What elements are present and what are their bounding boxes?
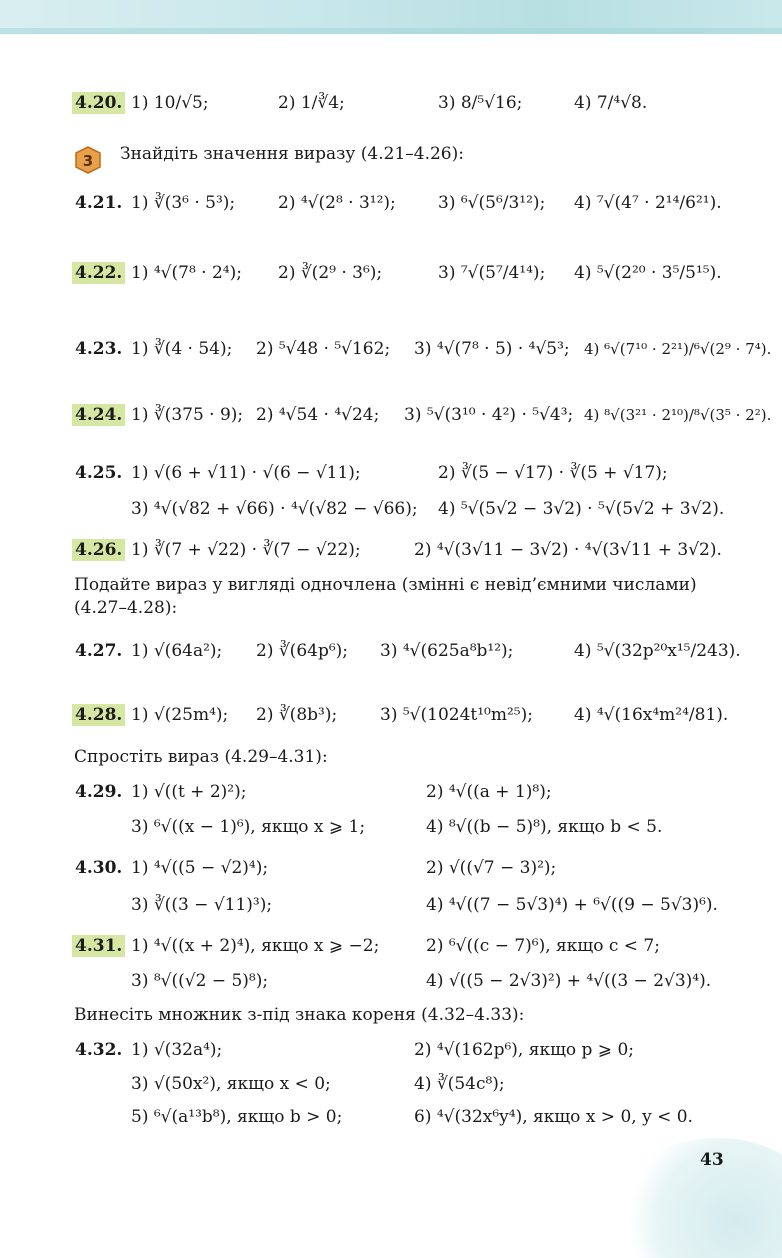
item: 2) ∛(2⁹ · 3⁶);: [278, 263, 383, 283]
exercise-number: 4.23.: [75, 339, 123, 359]
item: 1) √(64a²);: [131, 641, 223, 661]
item: 3) √(50x²), якщо x < 0;: [131, 1074, 331, 1094]
item: 2) ⁴√54 · ⁴√24;: [256, 405, 380, 425]
item: 2) 1/∛4;: [278, 93, 345, 113]
exercise-number: 4.26.: [72, 539, 125, 561]
item: 2) ⁴√((a + 1)⁸);: [426, 782, 552, 802]
section-heading: Знайдіть значення виразу (4.21–4.26):: [120, 144, 464, 164]
item: 2) ⁴√(162p⁶), якщо p ⩾ 0;: [414, 1040, 634, 1060]
item: 1) 10/√5;: [131, 93, 209, 113]
item: 1) √(6 + √11) · √(6 − √11);: [131, 463, 361, 483]
exercise-number: 4.20.: [72, 92, 125, 114]
top-decorative-band: [0, 0, 782, 34]
instruction-4-29: Спростіть вираз (4.29–4.31):: [74, 747, 328, 767]
item: 3) ⁴√(625a⁸b¹²);: [380, 641, 514, 661]
item: 3) ⁷√(5⁷/4¹⁴);: [438, 263, 546, 283]
item: 4) √((5 − 2√3)²) + ⁴√((3 − 2√3)⁴).: [426, 971, 712, 991]
item: 4) ⁷√(4⁷ · 2¹⁴/6²¹).: [574, 193, 722, 213]
item: 1) ∛(3⁶ · 5³);: [131, 193, 236, 213]
item: 3) ⁴√(√82 + √66) · ⁴√(√82 − √66);: [131, 499, 418, 519]
item: 3) ⁴√(7⁸ · 5) · ⁴√5³;: [414, 339, 570, 359]
item: 4) ⁸√(3²¹ · 2¹⁰)/⁸√(3⁵ · 2²).: [584, 406, 772, 424]
exercise-number: 4.24.: [72, 404, 125, 426]
item: 4) ⁵√(2²⁰ · 3⁵/5¹⁵).: [574, 263, 722, 283]
item: 6) ⁴√(32x⁶y⁴), якщо x > 0, y < 0.: [414, 1107, 693, 1127]
badge-number: 3: [82, 152, 94, 170]
item: 5) ⁶√(a¹³b⁸), якщо b > 0;: [131, 1107, 343, 1127]
item: 4) ⁵√(32p²⁰x¹⁵/243).: [574, 641, 741, 661]
level-3-badge-icon: [74, 146, 102, 174]
item: 4) ⁴√(16x⁴m²⁴/81).: [574, 705, 729, 725]
item: 3) ∛((3 − √11)³);: [131, 895, 273, 915]
item: 2) √((√7 − 3)²);: [426, 858, 557, 878]
item: 4) ⁸√((b − 5)⁸), якщо b < 5.: [426, 817, 663, 837]
item: 1) √(25m⁴);: [131, 705, 229, 725]
instruction-4-32: Винесіть множник з-під знака кореня (4.32–4.33):: [74, 1005, 525, 1025]
item: 3) ⁵√(3¹⁰ · 4²) · ⁵√4³;: [404, 405, 574, 425]
item: 1) ∛(7 + √22) · ∛(7 − √22);: [131, 540, 361, 560]
item: 3) ⁸√((√2 − 5)⁸);: [131, 971, 269, 991]
exercise-number: 4.30.: [75, 858, 123, 878]
item: 1) ∛(4 · 54);: [131, 339, 233, 359]
item: 2) ⁴√(3√11 − 3√2) · ⁴√(3√11 + 3√2).: [414, 540, 722, 560]
item: 1) ⁴√(7⁸ · 2⁴);: [131, 263, 242, 283]
item: 3) ⁶√((x − 1)⁶), якщо x ⩾ 1;: [131, 817, 366, 837]
item: 1) ⁴√((x + 2)⁴), якщо x ⩾ −2;: [131, 936, 380, 956]
item: 3) 8/⁵√16;: [438, 93, 523, 113]
exercise-number: 4.28.: [72, 704, 125, 726]
item: 4) ⁶√(7¹⁰ · 2²¹)/⁶√(2⁹ · 7⁴).: [584, 340, 772, 358]
exercise-number: 4.22.: [72, 262, 125, 284]
exercise-number: 4.27.: [75, 641, 123, 661]
item: 3) ⁵√(1024t¹⁰m²⁵);: [380, 705, 533, 725]
item: 3) ⁶√(5⁶/3¹²);: [438, 193, 546, 213]
exercise-number: 4.21.: [75, 193, 123, 213]
exercise-number: 4.32.: [75, 1040, 123, 1060]
item: 4) ∛(54c⁸);: [414, 1074, 505, 1094]
item: 4) ⁴√((7 − 5√3)⁴) + ⁶√((9 − 5√3)⁶).: [426, 895, 718, 915]
exercise-number: 4.25.: [75, 463, 123, 483]
item: 4) 7/⁴√8.: [574, 93, 648, 113]
exercise-number: 4.31.: [72, 935, 125, 957]
item: 1) ⁴√((5 − √2)⁴);: [131, 858, 269, 878]
page-number: 43: [700, 1150, 724, 1170]
item: 2) ∛(8b³);: [256, 705, 338, 725]
exercise-number: 4.29.: [75, 782, 123, 802]
item: 4) ⁵√(5√2 − 3√2) · ⁵√(5√2 + 3√2).: [438, 499, 725, 519]
item: 2) ⁶√((c − 7)⁶), якщо c < 7;: [426, 936, 660, 956]
item: 1) ∛(375 · 9);: [131, 405, 244, 425]
item: 1) √((t + 2)²);: [131, 782, 247, 802]
item: 2) ∛(5 − √17) · ∛(5 + √17);: [438, 463, 668, 483]
item: 2) ⁴√(2⁸ · 3¹²);: [278, 193, 396, 213]
instruction-4-27: Подайте вираз у вигляді одночлена (змінні є невід’ємними числами) (4.27–4.28):: [74, 575, 697, 618]
item: 2) ⁵√48 · ⁵√162;: [256, 339, 391, 359]
item: 2) ∛(64p⁶);: [256, 641, 349, 661]
item: 1) √(32a⁴);: [131, 1040, 223, 1060]
